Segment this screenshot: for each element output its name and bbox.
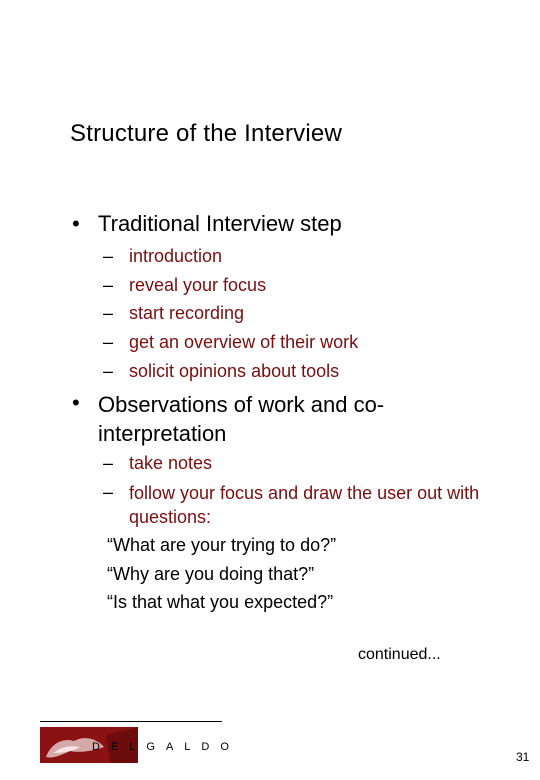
delgaldo-logo — [40, 727, 240, 763]
continued-note: continued... — [358, 646, 441, 663]
question-line: “Is that what you expected?” — [107, 592, 334, 612]
sub-item-text: take notes — [129, 453, 213, 473]
sub-item-text: get an overview of their work — [129, 332, 359, 352]
dash-symbol: – — [103, 332, 114, 352]
question-line: “Why are you doing that?” — [107, 564, 315, 584]
bullet-symbol: • — [72, 211, 80, 236]
dash-symbol: – — [103, 453, 114, 473]
bullet-text: Traditional Interview step — [98, 211, 342, 236]
sub-item-text: solicit opinions about tools — [129, 361, 340, 381]
dash-symbol: – — [103, 303, 114, 323]
page-number: 31 — [516, 750, 530, 764]
sub-item-text: introduction — [129, 246, 223, 266]
dash-symbol: – — [103, 361, 114, 381]
dash-symbol: – — [103, 482, 114, 502]
bullet-text: Observations of work and co-interpretation — [98, 392, 385, 446]
svg-text:DELGALDO: DELGALDO — [92, 741, 240, 753]
sub-item-text: follow your focus and draw the user out with questions: — [129, 483, 480, 527]
dash-symbol: – — [103, 246, 114, 266]
slide-title: Structure of the Interview — [70, 120, 342, 147]
sub-item-text: start recording — [129, 303, 245, 323]
question-line: “What are your trying to do?” — [107, 535, 337, 555]
footer-rule — [40, 721, 222, 722]
bullet-symbol: • — [72, 390, 80, 415]
dash-symbol: – — [103, 275, 114, 295]
sub-item-text: reveal your focus — [129, 275, 267, 295]
